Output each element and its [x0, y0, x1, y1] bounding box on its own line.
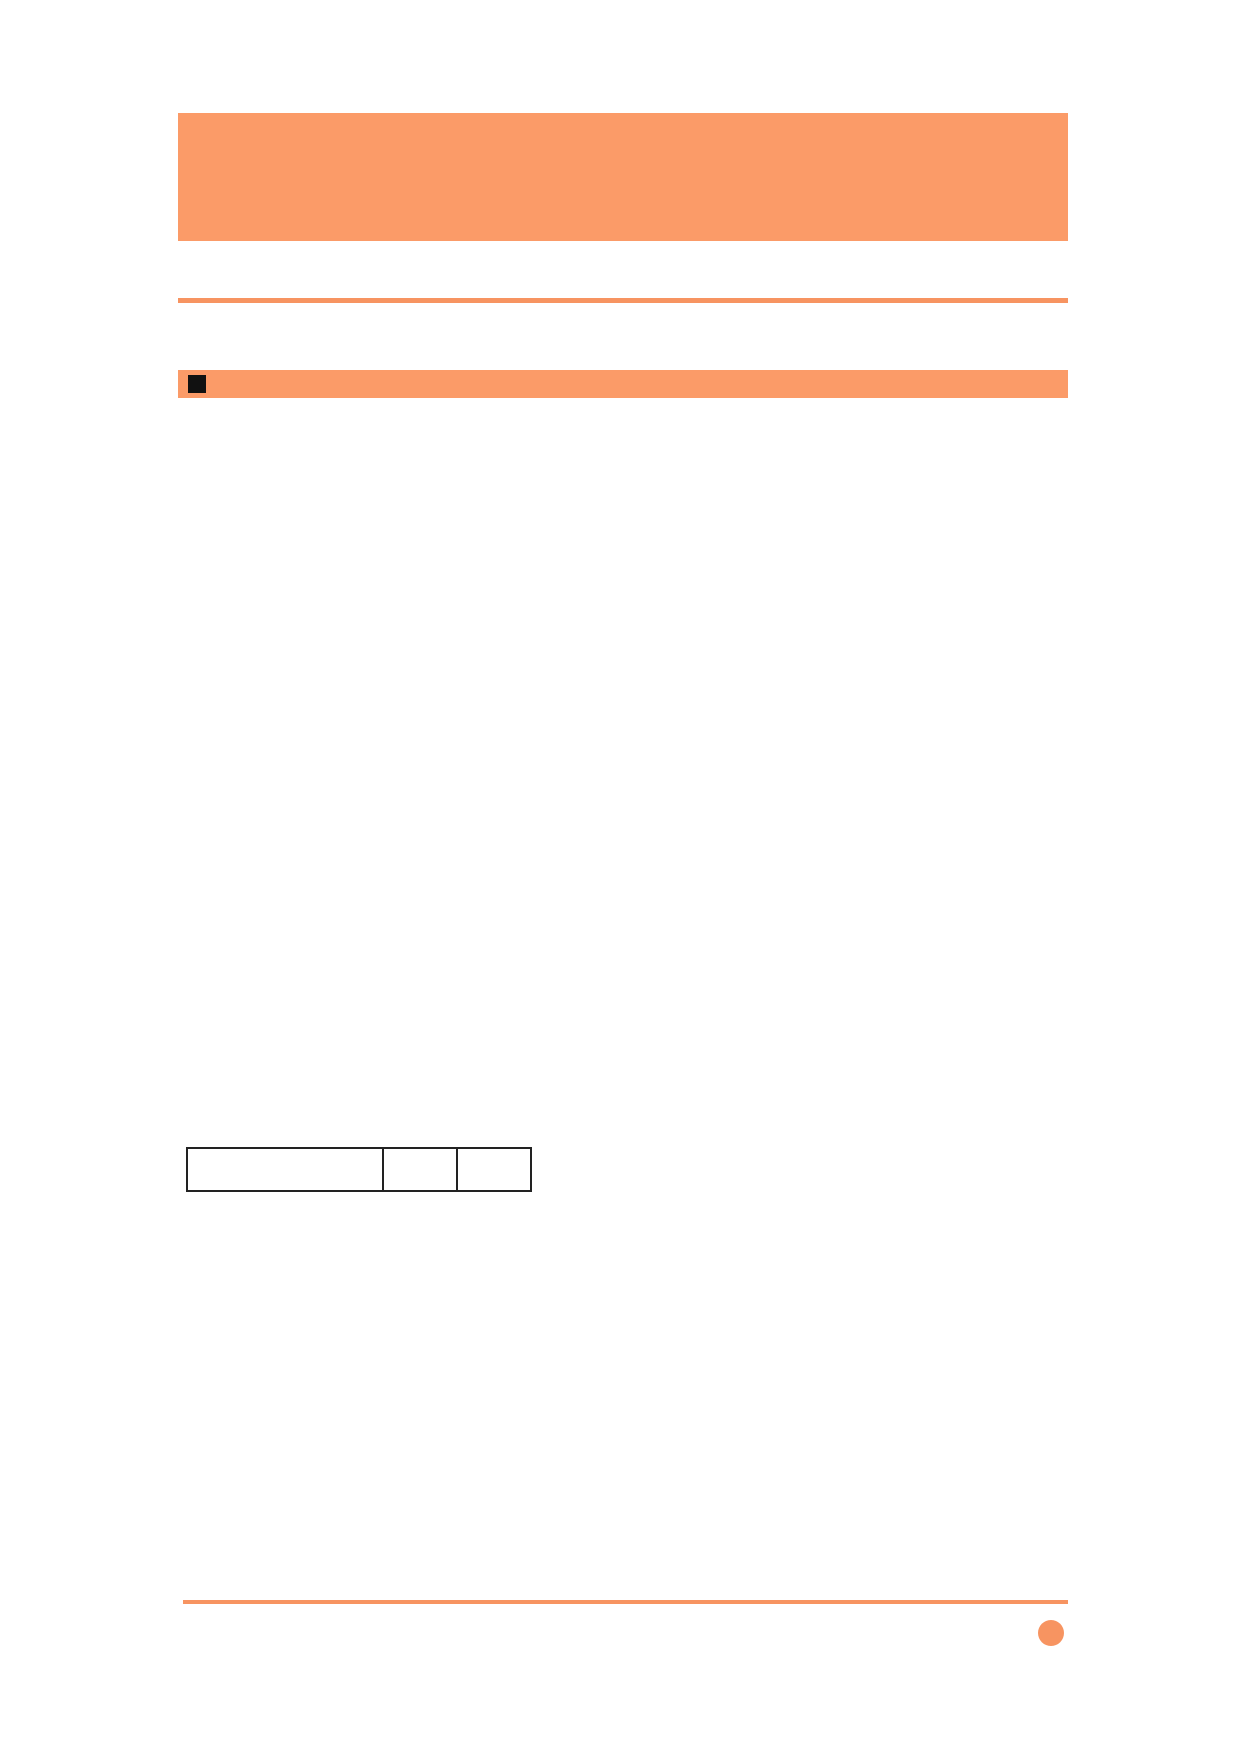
header-yoy: [457, 1148, 531, 1191]
header-banner: [178, 113, 1068, 241]
price-chart: [660, 1120, 1080, 1610]
footer-divider: [183, 1600, 1068, 1604]
table-title: [178, 1148, 187, 1191]
crude-oil-table: [178, 1147, 532, 1192]
square-bullet-icon: [188, 375, 206, 393]
table-header-row: [178, 1148, 531, 1191]
chart-canvas: [660, 1120, 1080, 1610]
section-header: [178, 370, 1068, 398]
header-this-week: [187, 1148, 383, 1191]
page-number: [1038, 1620, 1064, 1646]
divider: [178, 298, 1068, 303]
header-wow: [383, 1148, 457, 1191]
